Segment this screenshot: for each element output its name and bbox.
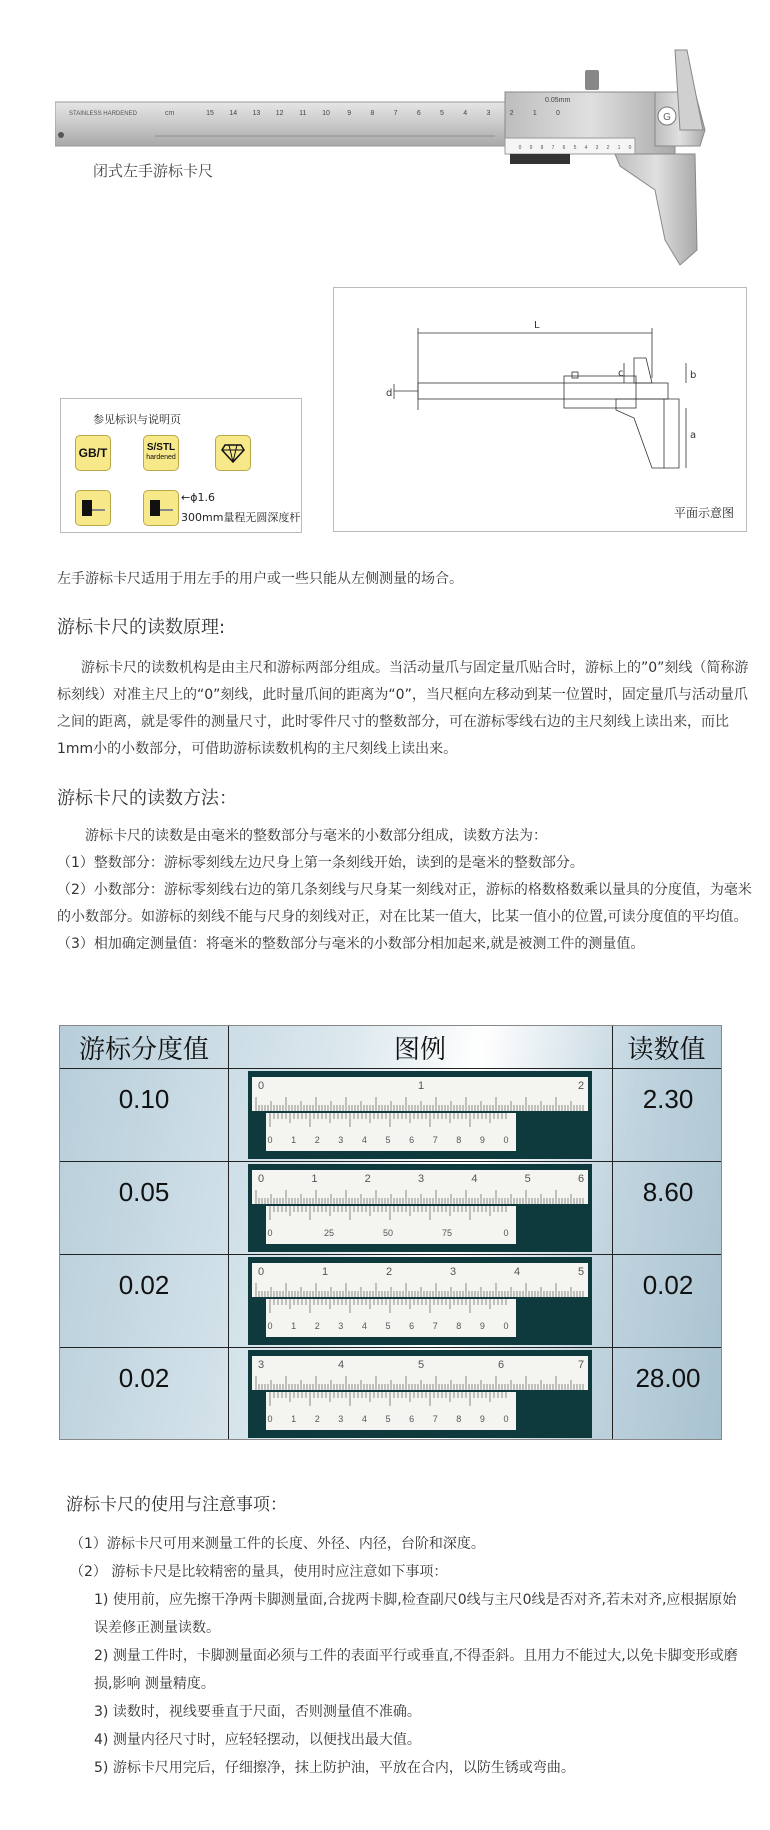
division-value: 0.05 [118, 1177, 170, 1207]
icons-title: 参见标识与说明页 [93, 413, 181, 426]
header-reading: 读数值 [627, 1034, 706, 1065]
vernier-scale-label: 2 [606, 145, 610, 151]
dim-L: L [534, 320, 540, 331]
main-scale-label: 14 [229, 110, 238, 117]
main-scale-label: 2 [578, 1080, 585, 1092]
usage-item: 2) 测量工件时，卡脚测量面必须与工件的表面平行或垂直,不得歪斜。且用力不能过大,以免卡脚变形或磨损,影响 测量精度。 [94, 1648, 738, 1692]
vernier-scale-label: 2 [314, 1414, 320, 1424]
main-scale-label: 2 [509, 110, 514, 117]
main-scale-label: 13 [252, 110, 261, 117]
main-scale-label: 4 [338, 1359, 345, 1371]
vernier-scale-label: 3 [338, 1135, 344, 1145]
method-line: （1）整数部分：游标零刻线左边尺身上第一条刻线开始，读到的是毫米的整数部分。 [57, 855, 584, 871]
vernier-scale-label: 75 [441, 1228, 453, 1238]
main-scale-label: 0 [556, 110, 560, 117]
usage-item: 5) 游标卡尺用完后，仔细擦净，抹上防护油，平放在合内，以防生锈或弯曲。 [94, 1760, 575, 1776]
vernier-scale-label: 4 [361, 1135, 367, 1145]
main-scale-label: 5 [578, 1266, 585, 1278]
vernier-scale-label: 7 [432, 1321, 438, 1331]
principle-text: 游标卡尺的读数机构是由主尺和游标两部分组成。当活动量爪与固定量爪贴合时，游标上的”0”刻线（简称游标刻线）对准主尺上的“0”刻线，此时量爪间的距离为“0”，当尺框向左移动到某一位置时，固定量爪与活动量爪之间的距离，就是零件的测量尺寸，此时零件尺寸的整数部分，可在游标零线右边的主尺刻线上读出来，而比1mm小的小数部分，可借助游标读数机构的主尺刻线上读出来。 [57, 660, 749, 757]
main-scale-label: 4 [463, 110, 468, 117]
main-scale-label: 2 [386, 1266, 393, 1278]
main-scale-label: 1 [322, 1266, 329, 1278]
vernier-example [248, 1350, 592, 1438]
main-scale-label: 3 [486, 110, 491, 117]
vernier-scale-label: 8 [456, 1321, 462, 1331]
vernier-scale-label: 1 [291, 1135, 297, 1145]
usage-line: （1）游标卡尺可用来测量工件的长度、外径、内径，台阶和深度。 [70, 1536, 485, 1552]
vernier-scale-label: 4 [584, 145, 588, 151]
svg-text:G: G [663, 112, 671, 123]
icons-legend [60, 398, 302, 533]
vernier-scale-label: 6 [409, 1135, 415, 1145]
vernier-scale-label: 8 [456, 1414, 462, 1424]
vernier-scale-label: 3 [338, 1414, 344, 1424]
vernier-scale-label: 8 [540, 145, 544, 151]
vernier-example-graphic [248, 1071, 592, 1159]
main-scale-label: 1 [532, 110, 537, 117]
vernier-scale-label: 0 [503, 1228, 509, 1238]
vernier-scale-label: 9 [479, 1321, 485, 1331]
main-scale-label: 6 [416, 110, 421, 117]
round-depth-rod-icon [143, 490, 179, 526]
sstl-label: S/STL [146, 442, 176, 453]
usage-list [70, 1530, 750, 1782]
vernier-scale-label: 0 [267, 1228, 273, 1238]
vernier-scale-label: 5 [385, 1321, 391, 1331]
vernier-scale-label: 0 [503, 1321, 509, 1331]
usage-heading: 游标卡尺的使用与注意事项： [66, 1495, 287, 1515]
principle-heading: 游标卡尺的读数原理: [57, 617, 226, 638]
main-scale-label: 0 [258, 1266, 265, 1278]
vernier-scale-label: 1 [617, 145, 621, 151]
vernier-scale-label: 9 [479, 1135, 485, 1145]
reading-value: 2.30 [642, 1084, 694, 1114]
vernier-scale-label: 0 [503, 1414, 509, 1424]
vernier-scale-label: 1 [291, 1414, 297, 1424]
dim-c: c [618, 368, 624, 379]
method-line: （2）小数部分：游标零刻线右边的第几条刻线与尺身某一刻线对正，游标的格数格数乘以量具的分度值，为毫米的小数部分。如游标的刻线不能与尺身的刻线对正，对在比某一值大，比某一值小的位置,可读分度值的平均值。 [57, 882, 752, 925]
vernier-example [248, 1071, 592, 1159]
dim-d: d [386, 388, 393, 399]
header-example: 图例 [393, 1034, 446, 1065]
vernier-scale-label: 6 [409, 1321, 415, 1331]
main-scale-label: 1 [311, 1173, 318, 1185]
depth-rod-icon [75, 490, 111, 526]
vernier-scale-label: 4 [361, 1321, 367, 1331]
main-scale-label: 8 [370, 110, 375, 117]
caliper-caption: 闭式左手游标卡尺 [93, 162, 214, 180]
main-scale-label: 5 [524, 1173, 531, 1185]
main-scale-label: 7 [393, 110, 398, 117]
method-line: 游标卡尺的读数是由毫米的整数部分与毫米的小数部分组成，读数方法为： [85, 828, 547, 844]
usage-item: 4) 测量内径尺寸时，应轻轻摆动，以便找出最大值。 [94, 1732, 421, 1748]
vernier-scale-label: 1 [291, 1321, 297, 1331]
vernier-scale-label: 50 [382, 1228, 394, 1238]
phi-label: ←ϕ1.6 [181, 491, 215, 504]
main-scale-label: 3 [418, 1173, 425, 1185]
reading-value: 28.00 [635, 1363, 701, 1393]
main-scale-label: 7 [578, 1359, 585, 1371]
main-scale-label: 15 [206, 110, 214, 117]
vernier-scale-label: 3 [595, 145, 599, 151]
usage-line: （2） 游标卡尺是比较精密的量具，使用时应注意如下事项： [70, 1564, 448, 1580]
main-scale-label: 0 [258, 1080, 265, 1092]
dim-a: a [690, 430, 697, 441]
division-value: 0.02 [118, 1270, 170, 1300]
usage-item: 1) 使用前，应先擦干净两卡脚测量面,合拢两卡脚,检查副尺0线与主尺0线是否对齐,若未对齐,应根据原始误差修正测量读数。 [94, 1592, 737, 1636]
method-line: （3）相加确定测量值：将毫米的整数部分与毫米的小数部分相加起来,就是被测工件的测量值。 [57, 936, 645, 952]
vernier-scale-label: 0 [267, 1135, 273, 1145]
division-value: 0.10 [118, 1084, 170, 1114]
main-scale-label: 4 [514, 1266, 521, 1278]
reading-table [59, 1025, 722, 1440]
vernier-scale-label: 3 [338, 1321, 344, 1331]
header-division: 游标分度值 [78, 1034, 209, 1065]
main-scale-label: 9 [347, 110, 352, 117]
vernier-scale-label: 5 [385, 1135, 391, 1145]
main-scale-label: 12 [275, 110, 284, 117]
vernier-scale-label: 4 [361, 1414, 367, 1424]
vernier-scale-label: 6 [409, 1414, 415, 1424]
vernier-scale-label: 5 [573, 145, 577, 151]
plan-diagram [334, 288, 746, 531]
vernier-scale-label: 8 [456, 1135, 462, 1145]
caliper-brand: STAINLESS HARDENED [69, 111, 137, 117]
sstl-icon [143, 435, 179, 471]
vernier-scale-label: 25 [323, 1228, 335, 1238]
main-scale-label: 4 [471, 1173, 478, 1185]
caliper-unit: cm [165, 110, 175, 117]
vernier-scale-label: 0 [267, 1414, 273, 1424]
intro-text: 左手游标卡尺适用于用左手的用户或一些只能从左侧测量的场合。 [57, 571, 463, 587]
caliper-photo [55, 40, 715, 270]
vernier-scale-label: 0 [267, 1321, 273, 1331]
method-list [57, 823, 757, 958]
vernier-scale-label: 9 [479, 1414, 485, 1424]
vernier-example [248, 1257, 592, 1345]
main-scale-label: 10 [322, 110, 330, 117]
main-scale-label: 5 [418, 1359, 425, 1371]
main-scale-label: 11 [299, 110, 307, 117]
plan-drawing [333, 287, 747, 532]
hardened-label: hardened [146, 454, 176, 461]
usage-item: 3) 读数时，视线要垂直于尺面，否则测量值不准确。 [94, 1704, 421, 1720]
vernier-example-graphic [248, 1350, 592, 1438]
vernier-scale-label: 2 [314, 1321, 320, 1331]
vernier-scale-label: 7 [432, 1135, 438, 1145]
reading-value: 0.02 [642, 1270, 694, 1300]
gbt-icon: GB/T [75, 435, 111, 471]
vernier-scale-label: 0 [503, 1135, 509, 1145]
vernier-scale-label: 6 [562, 145, 566, 151]
main-scale-label: 3 [450, 1266, 457, 1278]
vernier-example-graphic [248, 1164, 592, 1252]
reading-value: 8.60 [642, 1177, 694, 1207]
diamond-icon [215, 435, 251, 471]
depth-label: 300mm量程无圆深度杆 [181, 511, 301, 524]
main-scale-label: 1 [418, 1080, 425, 1092]
vernier-scale-label: 7 [551, 145, 555, 151]
main-scale-label: 0 [258, 1173, 265, 1185]
vernier-scale-label: 5 [385, 1414, 391, 1424]
vernier-example-graphic [248, 1257, 592, 1345]
division-value: 0.02 [118, 1363, 170, 1393]
vernier-scale-label: 7 [432, 1414, 438, 1424]
main-scale-label: 5 [440, 110, 444, 117]
method-heading: 游标卡尺的读数方法： [57, 788, 237, 809]
vernier-scale-label: 0 [628, 145, 632, 151]
vernier-scale-label: 0 [518, 145, 522, 151]
vernier-scale-label: 9 [529, 145, 533, 151]
main-scale-label: 6 [498, 1359, 505, 1371]
main-scale-label: 3 [258, 1359, 265, 1371]
caliper-reading: 0.05mm [545, 97, 571, 104]
vernier-scale-label: 2 [314, 1135, 320, 1145]
dim-b: b [690, 370, 697, 381]
vernier-example [248, 1164, 592, 1252]
main-scale-label: 2 [364, 1173, 371, 1185]
main-scale-label: 6 [578, 1173, 585, 1185]
plan-label: 平面示意图 [673, 506, 734, 520]
